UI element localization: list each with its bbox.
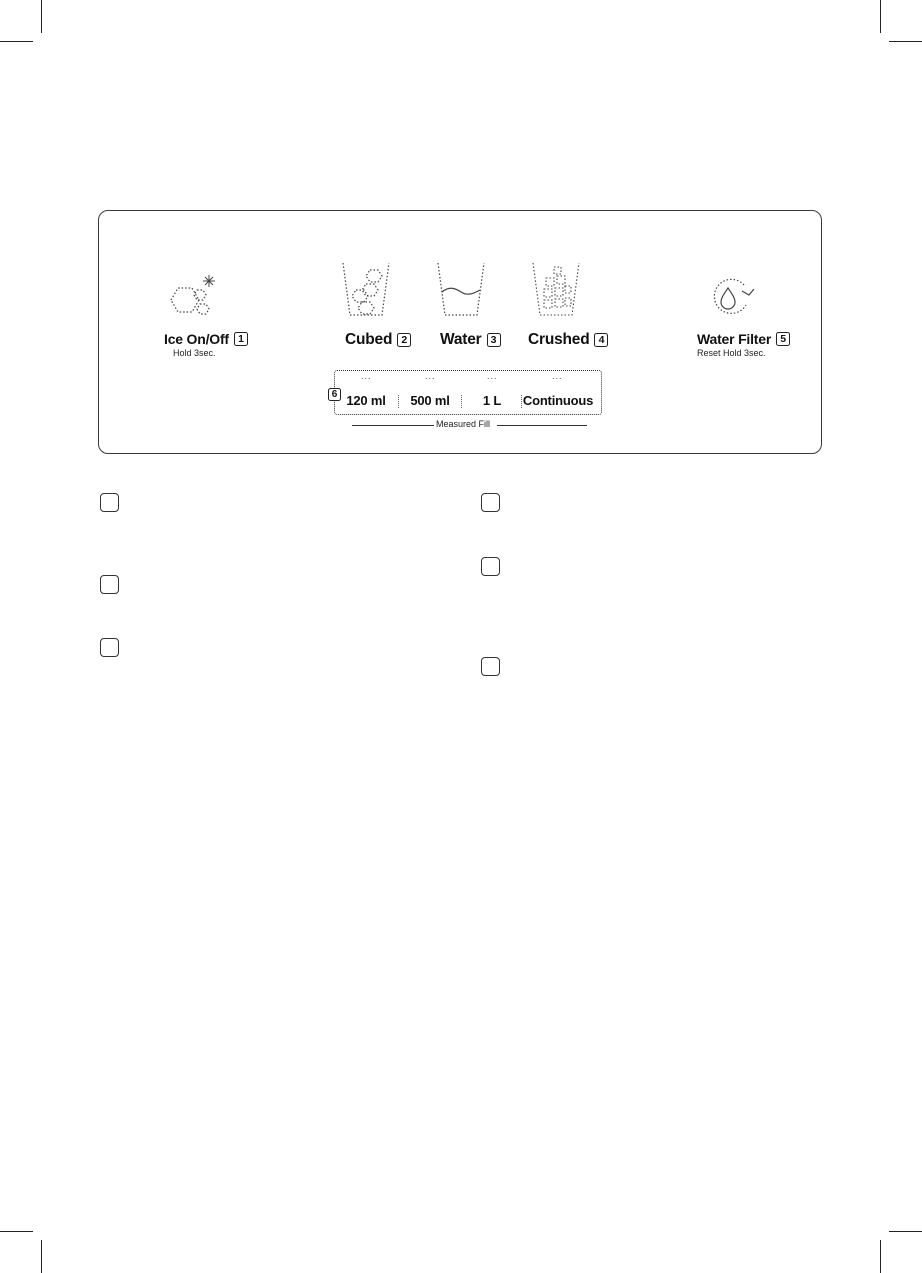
water-number: 3 [487,333,501,347]
fill-indicator-120ml: ··· [360,373,372,383]
ice-maker-icon [165,274,217,316]
legend-box-2 [100,575,119,594]
fill-separator [461,395,462,408]
legend-box-5 [481,557,500,576]
measured-fill-rule-right [497,425,587,426]
water-filter-hint: Reset Hold 3sec. [697,348,766,358]
measured-fill-caption: Measured Fill [436,419,491,429]
measured-fill-rule-left [352,425,434,426]
fill-option-1l[interactable]: 1 L [482,393,502,408]
ice-on-off-button[interactable] [164,331,248,347]
legend-box-1 [100,493,119,512]
water-filter-icon [704,275,756,319]
crushed-number: 4 [594,333,608,347]
fill-option-continuous[interactable]: Continuous [522,393,594,408]
crop-mark [889,41,922,42]
legend-box-6 [481,657,500,676]
crop-mark [880,0,881,33]
fill-option-120ml[interactable]: 120 ml [346,393,386,408]
crop-mark [41,1240,42,1273]
cubed-label: Cubed [345,331,393,348]
crushed-ice-glass-icon [532,262,582,318]
ice-on-off-label: Ice On/Off [164,331,229,347]
legend-box-3 [100,638,119,657]
crushed-label: Crushed [528,331,590,348]
ice-on-off-hint: Hold 3sec. [173,348,216,358]
water-filter-label: Water Filter [697,331,772,347]
crop-mark [0,41,33,42]
fill-separator [521,395,522,408]
legend-box-4 [481,493,500,512]
crop-mark [41,0,42,33]
fill-indicator-1l: ··· [486,373,498,383]
cubed-ice-glass-icon [342,262,392,318]
measured-fill-number: 6 [328,388,341,401]
water-glass-icon [437,262,487,318]
fill-option-500ml[interactable]: 500 ml [410,393,450,408]
water-filter-number: 5 [776,332,790,346]
crop-mark [889,1231,922,1232]
cubed-button[interactable] [345,331,411,349]
fill-indicator-continuous: ··· [551,373,563,383]
water-button[interactable] [440,331,501,349]
crop-mark [0,1231,33,1232]
cubed-number: 2 [397,333,411,347]
crushed-button[interactable] [528,331,608,349]
fill-indicator-500ml: ··· [424,373,436,383]
fill-separator [398,395,399,408]
crop-mark [880,1240,881,1273]
water-filter-button[interactable] [697,331,790,347]
ice-on-off-number: 1 [234,332,248,346]
water-label: Water [440,331,482,348]
